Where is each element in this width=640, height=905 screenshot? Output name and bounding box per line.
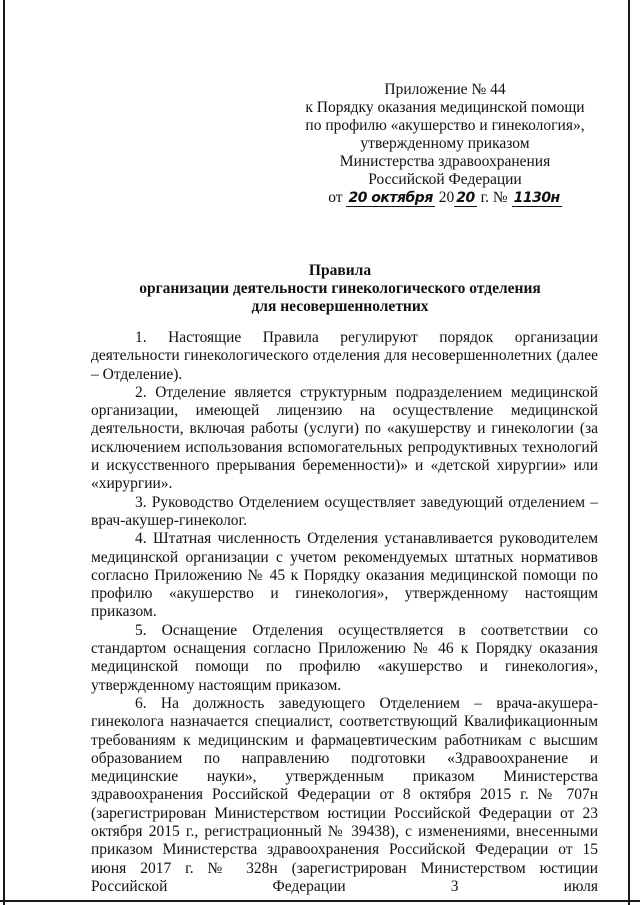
paragraph-2: 2. Отделение является структурным подразделением медицинской организации, имеющей лицензию на осуществление медицинской деятельности, включая работы (услуги) по «акушерству и гинекологии (за исключением использования вспомогательных репродуктивных технологий и искусственного прерывания беременности)» и «детской хирургии» или «хирургии». (91, 383, 598, 493)
appendix-line: Российской Федерации (368, 171, 522, 188)
handwritten-year: 20 (456, 190, 475, 206)
paragraph-6: 6. На должность заведующего Отделением – врача-акушера-гинеколога назначается специалист, соответствующий Квалификационным требованиям к медицинским и фармацевтическим работникам с высшим образованием по направлению подготовки «Здравоохранение и медицинские науки», утвержденным приказом Министерства здравоохранения Российской Федерации от 8 октября 2015 г. № 707н (зарегистрирован Министерством юстиции Российской Федерации от 23 октября 2015 г., регистрационный № 39438), с изменениями, внесенными приказом Министерства здравоохранения Российской Федерации от 15 июня 2017 г. № 328н (зарегистрирован Министерством юстиции Российской Федерации 3 июля (91, 694, 598, 895)
title-line: организации деятельности гинекологического отделения (139, 280, 541, 297)
number-prefix: г. № (480, 189, 508, 206)
date-prefix: от (328, 189, 343, 206)
appendix-line: к Порядку оказания медицинской помощи (305, 99, 585, 116)
order-date-line (270, 189, 620, 207)
appendix-line: Министерства здравоохранения (339, 153, 551, 170)
title-line: Правила (308, 262, 372, 279)
paragraph-3: 3. Руководство Отделением осуществляет заведующий отделением – врач-акушер-гинеколог. (91, 493, 598, 529)
document-body (91, 329, 598, 896)
paragraph-1: 1. Настоящие Правила регулируют порядок организации деятельности гинекологического отделения для несовершеннолетних (далее – Отделение). (91, 329, 598, 383)
title-line: для несовершеннолетних (251, 298, 429, 315)
appendix-line: по профилю «акушерство и гинекология», (305, 117, 585, 134)
year-prefix: 20 (438, 189, 455, 206)
handwritten-order-number: 1130н (513, 190, 560, 206)
document-title (40, 262, 640, 316)
appendix-line: утвержденному приказом (360, 135, 530, 152)
paragraph-4: 4. Штатная численность Отделения устанавливается руководителем медицинской организации с учетом рекомендуемых штатных нормативов согласно Приложению № 45 к Порядку оказания медицинской помощи по профилю «акушерство и гинекология», утвержденному настоящим приказом. (91, 530, 598, 621)
scan-border-right (628, 0, 630, 905)
paragraph-5: 5. Оснащение Отделения осуществляется в соответствии со стандартом оснащения согласно Приложению № 46 к Порядку оказания медицинской помощи по профилю «акушерство и гинекология», утвержденному настоящим приказом. (91, 621, 598, 694)
handwritten-date: 20 октября (348, 190, 433, 206)
scan-border-left (3, 0, 5, 905)
appendix-number: Приложение № 44 (384, 81, 506, 98)
scan-border-bottom (0, 900, 640, 902)
appendix-header (270, 81, 620, 207)
